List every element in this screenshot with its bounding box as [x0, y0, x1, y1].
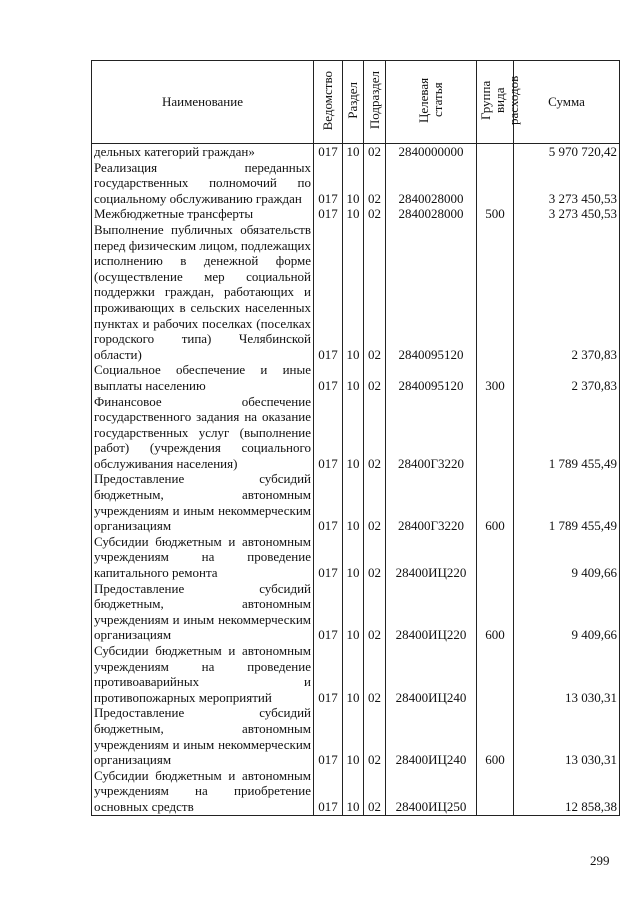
row-vedomstvo: 017: [314, 144, 343, 160]
table-row: [92, 643, 620, 705]
page-number: 299: [590, 853, 610, 868]
row-target-article: 2840028000: [386, 206, 477, 222]
row-podrazdel: 02: [364, 643, 386, 705]
row-razdel: 10: [343, 394, 364, 472]
row-sum: 1 789 455,49: [514, 394, 620, 472]
row-target-article: 28400ИЦ220: [386, 581, 477, 643]
row-podrazdel: 02: [364, 222, 386, 362]
row-expense-group: [477, 222, 514, 362]
row-target-article: 28400ИЦ240: [386, 705, 477, 767]
table-row: [92, 206, 620, 222]
row-razdel: 10: [343, 768, 364, 815]
row-razdel: 10: [343, 222, 364, 362]
row-razdel: 10: [343, 144, 364, 160]
row-name: Предоставление субсидий бюджетным, автономным учреждениям и иным некоммерческим организациям: [92, 581, 314, 643]
row-name: дельных категорий граждан»: [92, 144, 314, 160]
header-podrazdel: Подраздел: [364, 61, 386, 144]
table-body: [92, 144, 620, 816]
row-target-article: 2840000000: [386, 144, 477, 160]
row-podrazdel: 02: [364, 394, 386, 472]
row-vedomstvo: 017: [314, 581, 343, 643]
row-podrazdel: 02: [364, 534, 386, 581]
row-target-article: 28400ИЦ240: [386, 643, 477, 705]
row-vedomstvo: 017: [314, 362, 343, 393]
row-podrazdel: 02: [364, 581, 386, 643]
table-row: [92, 705, 620, 767]
row-name: Субсидии бюджетным и автономным учреждениям на приобретение основных средств: [92, 768, 314, 815]
row-name: Социальное обеспечение и иные выплаты населению: [92, 362, 314, 393]
row-expense-group: [477, 160, 514, 207]
row-name: Субсидии бюджетным и автономным учреждениям на проведение капитального ремонта: [92, 534, 314, 581]
row-vedomstvo: 017: [314, 471, 343, 533]
row-target-article: 28400ИЦ220: [386, 534, 477, 581]
row-razdel: 10: [343, 362, 364, 393]
row-expense-group: [477, 394, 514, 472]
row-razdel: 10: [343, 206, 364, 222]
row-podrazdel: 02: [364, 362, 386, 393]
row-name: Предоставление субсидий бюджетным, автономным учреждениям и иным некоммерческим организациям: [92, 471, 314, 533]
row-podrazdel: 02: [364, 705, 386, 767]
row-vedomstvo: 017: [314, 705, 343, 767]
row-vedomstvo: 017: [314, 160, 343, 207]
row-name: Реализация переданных государственных полномочий по социальному обслуживанию граждан: [92, 160, 314, 207]
header-sum: Сумма: [514, 61, 620, 144]
row-expense-group: 600: [477, 471, 514, 533]
row-razdel: 10: [343, 581, 364, 643]
row-vedomstvo: 017: [314, 643, 343, 705]
row-sum: 13 030,31: [514, 643, 620, 705]
row-podrazdel: 02: [364, 768, 386, 815]
row-razdel: 10: [343, 705, 364, 767]
row-expense-group: 500: [477, 206, 514, 222]
row-expense-group: [477, 768, 514, 815]
row-razdel: 10: [343, 534, 364, 581]
table-row: [92, 144, 620, 160]
table-header-row: [92, 61, 620, 144]
row-sum: 3 273 450,53: [514, 206, 620, 222]
row-target-article: 2840095120: [386, 222, 477, 362]
header-name: Наименование: [92, 61, 314, 144]
row-expense-group: [477, 643, 514, 705]
row-sum: 2 370,83: [514, 222, 620, 362]
row-razdel: 10: [343, 643, 364, 705]
row-expense-group: 300: [477, 362, 514, 393]
row-target-article: 2840095120: [386, 362, 477, 393]
row-sum: 2 370,83: [514, 362, 620, 393]
row-target-article: 28400ИЦ250: [386, 768, 477, 815]
row-name: Предоставление субсидий бюджетным, автономным учреждениям и иным некоммерческим организациям: [92, 705, 314, 767]
row-podrazdel: 02: [364, 144, 386, 160]
table-row: [92, 581, 620, 643]
row-sum: 13 030,31: [514, 705, 620, 767]
header-target-article: Целевая статья: [386, 61, 477, 144]
row-sum: 9 409,66: [514, 581, 620, 643]
row-expense-group: 600: [477, 581, 514, 643]
row-vedomstvo: 017: [314, 206, 343, 222]
row-vedomstvo: 017: [314, 534, 343, 581]
row-sum: 5 970 720,42: [514, 144, 620, 160]
row-expense-group: [477, 144, 514, 160]
table-row: [92, 768, 620, 815]
row-name: Субсидии бюджетным и автономным учреждениям на проведение противоаварийных и противопожарных мероприятий: [92, 643, 314, 705]
row-expense-group: [477, 534, 514, 581]
table-row: [92, 362, 620, 393]
row-vedomstvo: 017: [314, 222, 343, 362]
row-podrazdel: 02: [364, 206, 386, 222]
row-name: Межбюджетные трансферты: [92, 206, 314, 222]
row-sum: 3 273 450,53: [514, 160, 620, 207]
table-row: [92, 534, 620, 581]
row-razdel: 10: [343, 471, 364, 533]
row-name: Выполнение публичных обязательств перед физическим лицом, подлежащих исполнению в денежной форме (осуществление мер социальной поддержки граждан, работающих и проживающих в сельских населенных пунктах и рабочих поселках (поселках городского типа) Челябинской области): [92, 222, 314, 362]
row-target-article: 2840028000: [386, 160, 477, 207]
header-expense-group: Группа вида расходов: [477, 61, 514, 144]
row-target-article: 28400Г3220: [386, 394, 477, 472]
table-row: [92, 222, 620, 362]
table-row: [92, 160, 620, 207]
header-vedomstvo: Ведомство: [314, 61, 343, 144]
row-expense-group: 600: [477, 705, 514, 767]
budget-table: [91, 60, 620, 816]
row-podrazdel: 02: [364, 160, 386, 207]
row-sum: 1 789 455,49: [514, 471, 620, 533]
table-row: [92, 394, 620, 472]
header-razdel: Раздел: [343, 61, 364, 144]
row-podrazdel: 02: [364, 471, 386, 533]
row-vedomstvo: 017: [314, 394, 343, 472]
row-sum: 12 858,38: [514, 768, 620, 815]
row-razdel: 10: [343, 160, 364, 207]
table-row: [92, 471, 620, 533]
row-vedomstvo: 017: [314, 768, 343, 815]
row-target-article: 28400Г3220: [386, 471, 477, 533]
row-name: Финансовое обеспечение государственного задания на оказание государственных услуг (выполнение работ) (учреждения социального обслуживания населения): [92, 394, 314, 472]
row-sum: 9 409,66: [514, 534, 620, 581]
